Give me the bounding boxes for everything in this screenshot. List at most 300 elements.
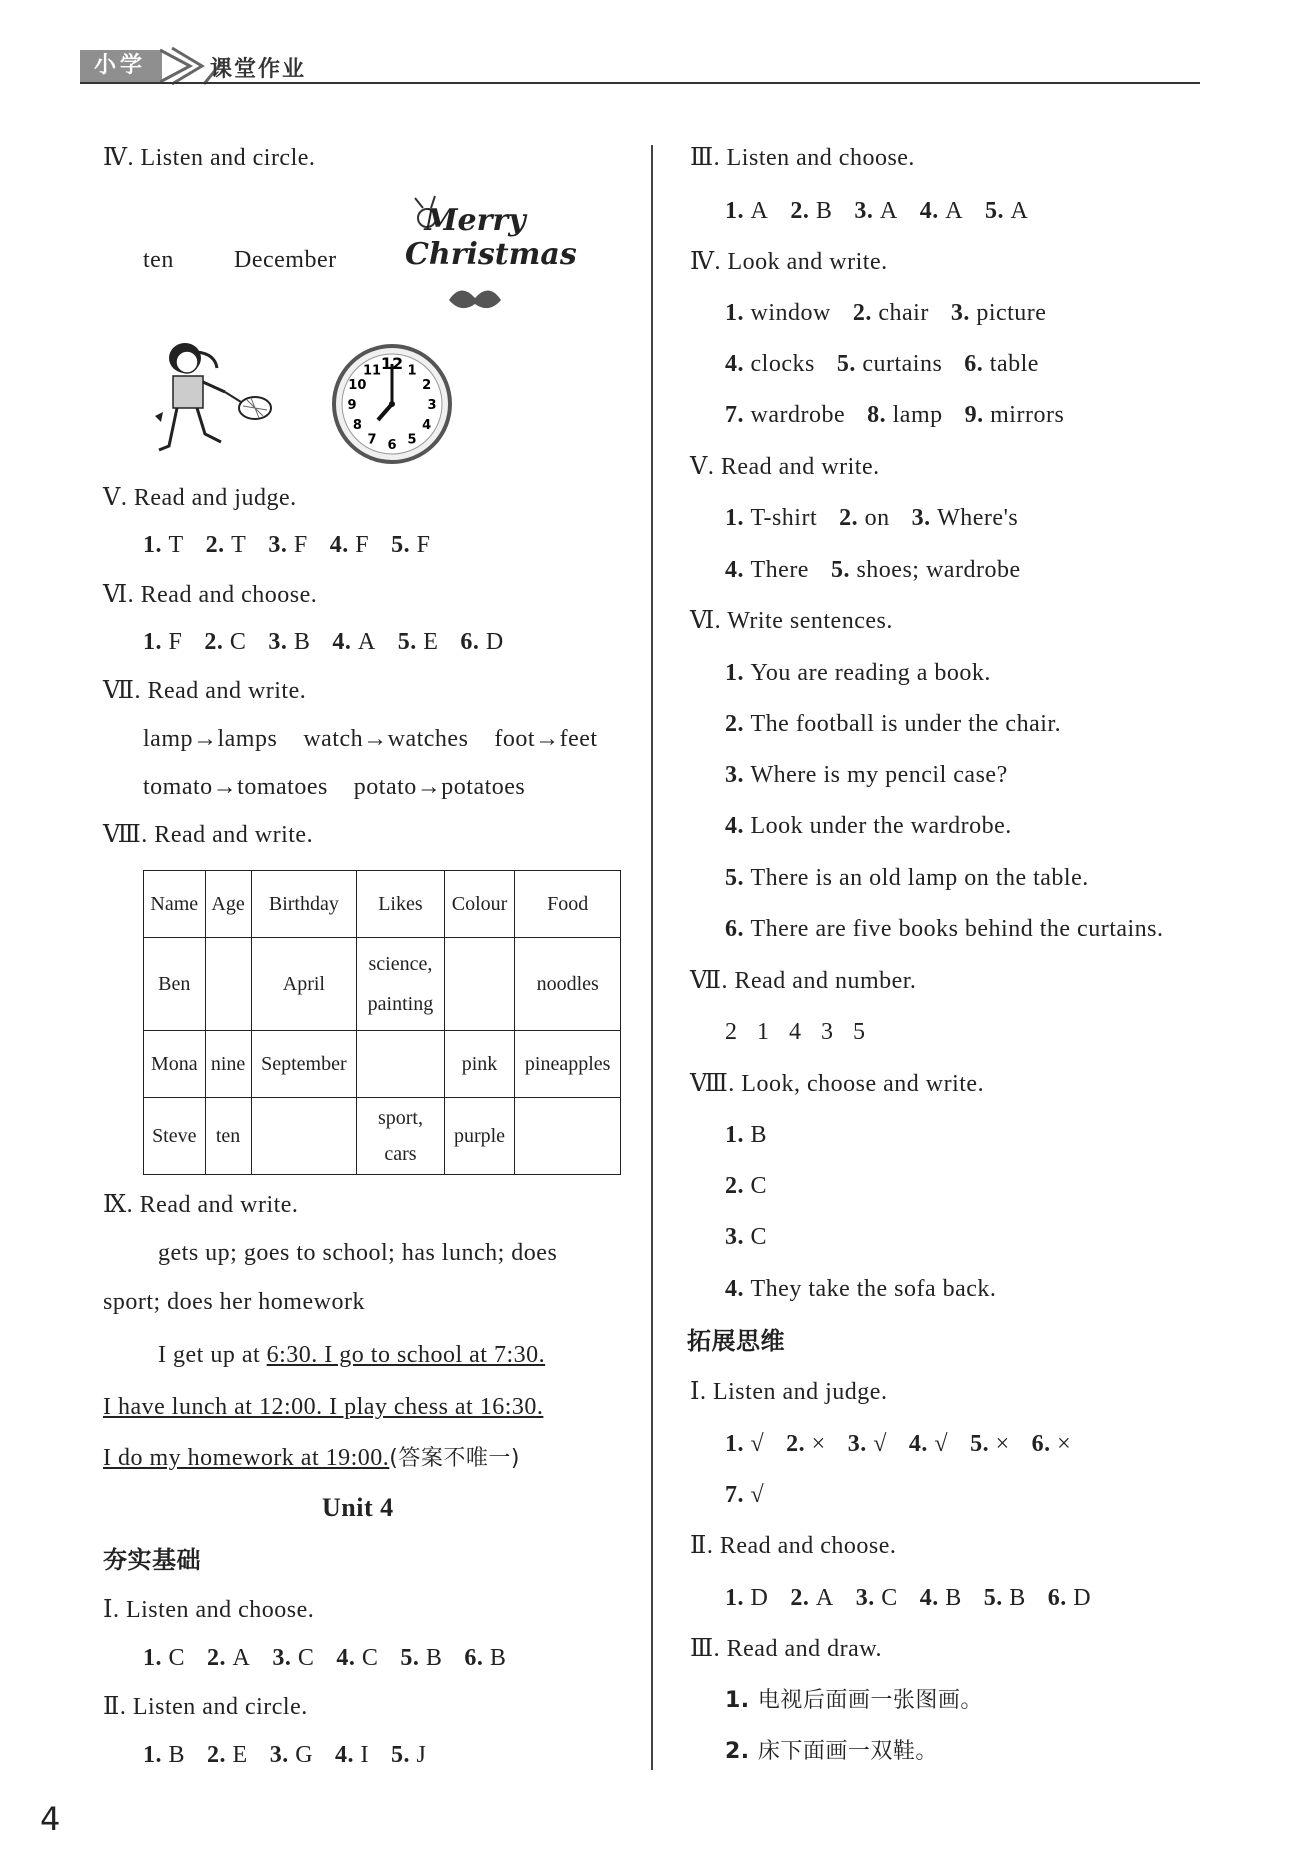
table-header-cell: Colour xyxy=(444,871,515,938)
merry-christmas-illustration xyxy=(405,190,577,320)
answer-item xyxy=(400,1645,442,1671)
answer-number: 5. xyxy=(836,351,863,377)
answer-number: 1. xyxy=(725,1688,758,1713)
section-title: Ⅵ. Read and choose. xyxy=(103,582,318,608)
answer-number: 5. xyxy=(391,1742,417,1768)
answer-text: B xyxy=(489,1645,507,1671)
answer-text: A xyxy=(945,198,964,224)
number-answer: 2 1 4 3 5 xyxy=(725,1019,866,1045)
answer-number: 3. xyxy=(855,1585,882,1611)
answer-number: 4. xyxy=(908,1431,935,1457)
answer-row xyxy=(725,1274,1018,1304)
answer-number: 1. xyxy=(725,300,751,326)
answer-number: 6. xyxy=(1047,1585,1074,1611)
answer-text: C xyxy=(750,1224,768,1250)
answer-item xyxy=(143,629,182,655)
answer-item xyxy=(920,198,963,224)
answer-number: 3. xyxy=(268,532,294,558)
table-cell xyxy=(444,938,515,1031)
answer-text: × xyxy=(811,1431,826,1457)
table-cell xyxy=(251,1098,357,1175)
answer-number: 2. xyxy=(786,1431,812,1457)
table-header-cell: Age xyxy=(205,871,251,938)
section-title: Ⅲ. Listen and choose. xyxy=(690,145,915,171)
sentence-row xyxy=(725,914,1186,944)
answer-text: √ xyxy=(750,1482,765,1508)
table-cell: April xyxy=(251,938,357,1031)
answer-item xyxy=(725,1431,764,1457)
table-cell: nine xyxy=(205,1031,251,1098)
plural-line: lamp→lamps watch→watches foot→feet xyxy=(143,726,598,752)
answer-item xyxy=(725,1276,996,1302)
answer-item xyxy=(206,532,247,558)
answer-item xyxy=(725,1122,767,1148)
answer-number: 1. xyxy=(725,505,751,531)
answer-number: 2. xyxy=(205,532,232,558)
answer-number: 4. xyxy=(336,1645,362,1671)
answer-span: 6:30. I go to school at 7:30. xyxy=(266,1342,546,1368)
answer-item xyxy=(143,1742,185,1768)
answer-text: 床下面画一双鞋。 xyxy=(757,1739,938,1764)
answer-item xyxy=(725,402,845,428)
answer-number: 4. xyxy=(335,1742,361,1768)
table-cell: pink xyxy=(444,1031,515,1098)
answer-text: T xyxy=(231,532,247,558)
answer-text: D xyxy=(485,629,504,655)
clock-number: 6 xyxy=(387,438,397,453)
answer-item xyxy=(391,532,430,558)
answer-text: B xyxy=(1009,1585,1026,1611)
answer-number: 4. xyxy=(725,351,751,377)
answer-item xyxy=(853,300,929,326)
clock-number: 5 xyxy=(407,432,417,448)
answer-row xyxy=(725,503,1040,533)
answer-item xyxy=(1048,1585,1091,1611)
sentence-row xyxy=(725,863,1111,893)
page-header xyxy=(80,50,1200,84)
table-cell xyxy=(205,938,251,1031)
answer-text: B xyxy=(945,1585,962,1611)
answer-number: 3. xyxy=(854,198,880,224)
table-cell-text: science, painting xyxy=(367,953,434,1015)
answer-text: There are five books behind the curtains. xyxy=(750,916,1164,942)
answer-row xyxy=(725,196,1050,226)
answer-item xyxy=(270,1742,313,1768)
answer-number: 6. xyxy=(964,351,990,377)
section-title: Ⅱ. Read and choose. xyxy=(690,1533,897,1559)
answer-text: Look under the wardrobe. xyxy=(750,813,1012,839)
answer-span: I do my homework at 19:00. xyxy=(103,1445,390,1471)
info-table xyxy=(143,870,621,1175)
answer-number: 4. xyxy=(725,813,751,839)
sentence-row xyxy=(725,658,1013,688)
plural-line: tomato→tomatoes potato→potatoes xyxy=(143,774,526,800)
answer-row xyxy=(725,555,1043,585)
clock-number: 4 xyxy=(422,418,432,433)
answer-text: D xyxy=(1073,1585,1092,1611)
answer-row xyxy=(725,1429,1093,1459)
answer-number: 4. xyxy=(329,532,356,558)
clock-number: 12 xyxy=(380,354,404,373)
answer-number: 3. xyxy=(725,762,751,788)
answer-item xyxy=(204,629,246,655)
section-title: Ⅷ. Read and write. xyxy=(103,822,314,848)
answer-text: C xyxy=(361,1645,379,1671)
answer-text: window xyxy=(750,300,831,326)
answer-number: 1. xyxy=(143,1645,169,1671)
answer-number: 4. xyxy=(725,1276,751,1302)
answer-number: 5. xyxy=(397,629,424,655)
answer-row xyxy=(725,1171,789,1201)
word-ten: ten xyxy=(143,247,174,273)
answer-text: clocks xyxy=(750,351,815,377)
table-row xyxy=(144,1031,621,1098)
paragraph-line xyxy=(103,1443,520,1474)
badminton-girl-illustration xyxy=(155,338,285,466)
answer-number: 1. xyxy=(143,532,169,558)
answer-item xyxy=(725,1585,768,1611)
answer-text: B xyxy=(293,629,311,655)
answer-number: 2. xyxy=(852,300,879,326)
answer-number: 4. xyxy=(725,557,751,583)
section-title: Ⅰ. Listen and judge. xyxy=(690,1379,888,1405)
answer-item xyxy=(725,813,1012,839)
answer-text: There is an old lamp on the table. xyxy=(750,865,1089,891)
text-span: I get up at xyxy=(158,1342,267,1368)
answer-text: √ xyxy=(873,1431,887,1457)
answer-item xyxy=(837,351,942,377)
answer-number: 2. xyxy=(725,1173,751,1199)
answer-text: E xyxy=(232,1742,248,1768)
paragraph-line: I have lunch at 12:00. I play chess at 16:30. xyxy=(103,1394,544,1420)
table-cell-text: sport, cars xyxy=(377,1107,423,1165)
answer-text: F xyxy=(416,532,431,558)
answer-item xyxy=(725,916,1164,942)
answer-number: 3. xyxy=(950,300,977,326)
answer-item xyxy=(970,1431,1010,1457)
answer-text: C xyxy=(750,1173,768,1199)
answer-item xyxy=(398,629,439,655)
answer-text: C xyxy=(297,1645,315,1671)
answer-number: 1. xyxy=(725,1122,751,1148)
section-title: Ⅳ. Look and write. xyxy=(690,249,888,275)
answer-number: 6. xyxy=(725,916,751,942)
answer-number: 9. xyxy=(964,402,991,428)
answer-text: B xyxy=(168,1742,186,1768)
word-december: December xyxy=(234,247,337,273)
answer-text: A xyxy=(879,198,898,224)
table-cell: Steve xyxy=(144,1098,206,1175)
answer-item xyxy=(725,1173,767,1199)
answer-text: F xyxy=(168,629,183,655)
answer-text: 电视后面画一张图画。 xyxy=(757,1688,983,1713)
note-span: (答案不唯一) xyxy=(389,1446,520,1471)
answer-number: 1. xyxy=(725,1585,751,1611)
answer-number: 1. xyxy=(725,660,751,686)
answer-number: 3. xyxy=(268,629,294,655)
sentence-row xyxy=(725,760,1030,790)
table-header-cell: Name xyxy=(144,871,206,938)
answer-item xyxy=(725,198,768,224)
answer-number: 3. xyxy=(272,1645,298,1671)
answer-number: 7. xyxy=(725,402,751,428)
answer-item xyxy=(725,351,815,377)
answer-item xyxy=(790,1585,833,1611)
answer-number: 6. xyxy=(460,629,486,655)
table-row xyxy=(144,1098,621,1175)
answer-item xyxy=(856,1585,898,1611)
clock-number: 1 xyxy=(407,363,417,379)
christmas-text: Merry Christmas xyxy=(405,203,577,272)
answer-row xyxy=(143,530,452,560)
answer-item xyxy=(854,198,897,224)
answer-text: D xyxy=(750,1585,769,1611)
answer-item xyxy=(143,1645,185,1671)
answer-text: curtains xyxy=(862,351,943,377)
answer-text: Where's xyxy=(937,505,1019,531)
answer-row xyxy=(725,1222,789,1252)
clock-number: 10 xyxy=(348,378,367,393)
unit-title: Unit 4 xyxy=(322,1493,394,1522)
answer-text: A xyxy=(815,1585,834,1611)
answer-text: A xyxy=(232,1645,251,1671)
sentence-row xyxy=(725,811,1034,841)
answer-text: on xyxy=(864,505,890,531)
answer-text: T-shirt xyxy=(750,505,818,531)
answer-number: 2. xyxy=(790,198,816,224)
answer-item xyxy=(336,1645,378,1671)
answer-number: 1. xyxy=(725,1431,751,1457)
section-title: Ⅵ. Write sentences. xyxy=(690,608,893,634)
answer-item xyxy=(965,402,1065,428)
answer-item xyxy=(725,711,1061,737)
answer-row xyxy=(725,1686,1005,1716)
answer-item xyxy=(332,629,375,655)
answer-item xyxy=(964,351,1039,377)
page-number: 4 xyxy=(40,1800,61,1838)
table-cell: Ben xyxy=(144,938,206,1031)
section-title: Ⅷ. Look, choose and write. xyxy=(690,1071,985,1097)
answer-item xyxy=(920,1585,962,1611)
answer-item xyxy=(725,1482,764,1508)
clock-icon xyxy=(330,342,454,466)
answer-number: 5. xyxy=(391,532,417,558)
section-title: Ⅳ. Listen and circle. xyxy=(103,145,316,171)
answer-text: I xyxy=(360,1742,370,1768)
answer-number: 1. xyxy=(725,198,751,224)
table-cell xyxy=(515,1098,621,1175)
answer-item xyxy=(985,198,1028,224)
answer-number: 3. xyxy=(269,1742,296,1768)
answer-text: A xyxy=(750,198,769,224)
clock-number: 9 xyxy=(347,398,357,413)
paragraph-line: sport; does her homework xyxy=(103,1289,365,1315)
answer-number: 2. xyxy=(207,1645,233,1671)
section-title: Ⅲ. Read and draw. xyxy=(690,1636,883,1662)
section-title: Ⅰ. Listen and choose. xyxy=(103,1597,315,1623)
section-title: Ⅱ. Listen and circle. xyxy=(103,1694,308,1720)
answer-number: 4. xyxy=(919,198,946,224)
table-cell: pineapples xyxy=(515,1031,621,1098)
header-title: 课堂作业 xyxy=(210,57,307,82)
answer-row xyxy=(725,1583,1113,1613)
answer-item xyxy=(725,1739,938,1764)
answer-text: Where is my pencil case? xyxy=(750,762,1008,788)
answer-number: 4. xyxy=(919,1585,946,1611)
paragraph-line: gets up; goes to school; has lunch; does xyxy=(158,1240,558,1266)
answer-item xyxy=(143,532,184,558)
answer-text: A xyxy=(357,629,376,655)
table-cell xyxy=(357,1031,445,1098)
clock-number: 8 xyxy=(352,418,362,433)
answer-text: T xyxy=(168,532,184,558)
answer-text: lamp xyxy=(892,402,943,428)
answer-item xyxy=(786,1431,826,1457)
answer-number: 5. xyxy=(985,198,1011,224)
clock-number: 11 xyxy=(362,363,382,379)
answer-item xyxy=(725,1688,983,1713)
answer-text: √ xyxy=(750,1431,765,1457)
answer-item xyxy=(831,557,1021,583)
answer-number: 2. xyxy=(839,505,865,531)
answer-text: C xyxy=(881,1585,898,1611)
answer-text: The football is under the chair. xyxy=(750,711,1062,737)
answer-text: × xyxy=(995,1431,1010,1457)
answer-number: 3. xyxy=(725,1224,751,1250)
section-title: Ⅸ. Read and write. xyxy=(103,1192,299,1218)
answer-row xyxy=(143,1643,528,1673)
answer-number: 5. xyxy=(983,1585,1010,1611)
answer-number: 8. xyxy=(867,402,893,428)
table-header-cell: Birthday xyxy=(251,871,357,938)
answer-row xyxy=(725,298,1068,328)
answer-text: J xyxy=(416,1742,427,1768)
answer-number: 7. xyxy=(725,1482,751,1508)
table-cell: purple xyxy=(444,1098,515,1175)
answer-item xyxy=(725,300,831,326)
answer-item xyxy=(207,1742,248,1768)
answer-text: shoes; wardrobe xyxy=(856,557,1021,583)
answer-number: 5. xyxy=(400,1645,426,1671)
paragraph-line xyxy=(158,1340,545,1370)
answer-text: E xyxy=(423,629,439,655)
answer-number: 5. xyxy=(725,865,751,891)
column-divider xyxy=(651,145,653,1770)
clock-illustration xyxy=(330,342,454,466)
answer-item xyxy=(268,629,310,655)
answer-number: 5. xyxy=(830,557,857,583)
table-header-cell: Likes xyxy=(357,871,445,938)
table-cell: ten xyxy=(205,1098,251,1175)
answer-number: 1. xyxy=(143,1742,169,1768)
answer-row xyxy=(725,1480,786,1510)
answer-text: table xyxy=(989,351,1039,377)
answer-text: picture xyxy=(976,300,1047,326)
answer-text: B xyxy=(750,1122,768,1148)
table-cell: September xyxy=(251,1031,357,1098)
answer-item xyxy=(725,762,1008,788)
answer-number: 2. xyxy=(725,711,751,737)
answer-item xyxy=(848,1431,887,1457)
answer-text: C xyxy=(168,1645,186,1671)
answer-text: G xyxy=(295,1742,314,1768)
answer-item xyxy=(268,532,307,558)
section-title: Ⅶ. Read and number. xyxy=(690,968,917,994)
answer-text: They take the sofa back. xyxy=(750,1276,997,1302)
answer-number: 3. xyxy=(911,505,938,531)
subsection-heading: 拓展思维 xyxy=(687,1327,785,1355)
answer-text: × xyxy=(1057,1431,1072,1457)
badminton-girl-icon xyxy=(155,338,285,466)
table-row xyxy=(144,938,621,1031)
subsection-heading: 夯实基础 xyxy=(103,1546,201,1574)
clock-number: 7 xyxy=(367,432,377,448)
clock-number: 3 xyxy=(427,398,437,413)
sentence-row xyxy=(725,709,1083,739)
table-header-row xyxy=(144,871,621,938)
answer-text: A xyxy=(1010,198,1029,224)
answer-number: 6. xyxy=(1031,1431,1058,1457)
header-rule xyxy=(80,82,1200,84)
answer-item xyxy=(1032,1431,1072,1457)
header-tab: 小学 xyxy=(80,50,162,82)
table-header-cell: Food xyxy=(515,871,621,938)
answer-number: 6. xyxy=(464,1645,490,1671)
answer-number: 2. xyxy=(725,1739,758,1764)
answer-number: 2. xyxy=(204,629,230,655)
answer-number: 3. xyxy=(847,1431,874,1457)
clock-number: 2 xyxy=(422,378,432,393)
answer-text: There xyxy=(750,557,809,583)
answer-item xyxy=(330,532,369,558)
table-cell xyxy=(357,1098,445,1175)
section-title: Ⅴ. Read and judge. xyxy=(103,485,297,511)
answer-row xyxy=(725,400,1086,430)
answer-item xyxy=(725,660,991,686)
answer-item xyxy=(725,557,809,583)
answer-row xyxy=(143,627,526,657)
answer-text: F xyxy=(293,532,308,558)
answer-item xyxy=(839,505,890,531)
answer-item xyxy=(912,505,1019,531)
section-title: Ⅴ. Read and write. xyxy=(690,454,880,480)
answer-text: F xyxy=(355,532,370,558)
answer-number: 4. xyxy=(332,629,358,655)
section-title: Ⅶ. Read and write. xyxy=(103,678,307,704)
answer-text: C xyxy=(229,629,247,655)
answer-item xyxy=(790,198,832,224)
answer-text: chair xyxy=(878,300,929,326)
answer-text: B xyxy=(425,1645,443,1671)
answer-item xyxy=(909,1431,948,1457)
answer-row xyxy=(725,1120,789,1150)
answer-number: 2. xyxy=(790,1585,816,1611)
answer-number: 1. xyxy=(143,629,169,655)
answer-row xyxy=(725,1737,960,1767)
answer-text: mirrors xyxy=(990,402,1065,428)
answer-text: √ xyxy=(934,1431,949,1457)
answer-item xyxy=(725,505,817,531)
answer-item xyxy=(272,1645,314,1671)
answer-row xyxy=(725,349,1061,379)
answer-item xyxy=(725,865,1089,891)
answer-text: You are reading a book. xyxy=(750,660,991,686)
answer-item xyxy=(391,1742,426,1768)
answer-item xyxy=(335,1742,369,1768)
table-cell: Mona xyxy=(144,1031,206,1098)
answer-item xyxy=(867,402,943,428)
answer-item xyxy=(460,629,503,655)
